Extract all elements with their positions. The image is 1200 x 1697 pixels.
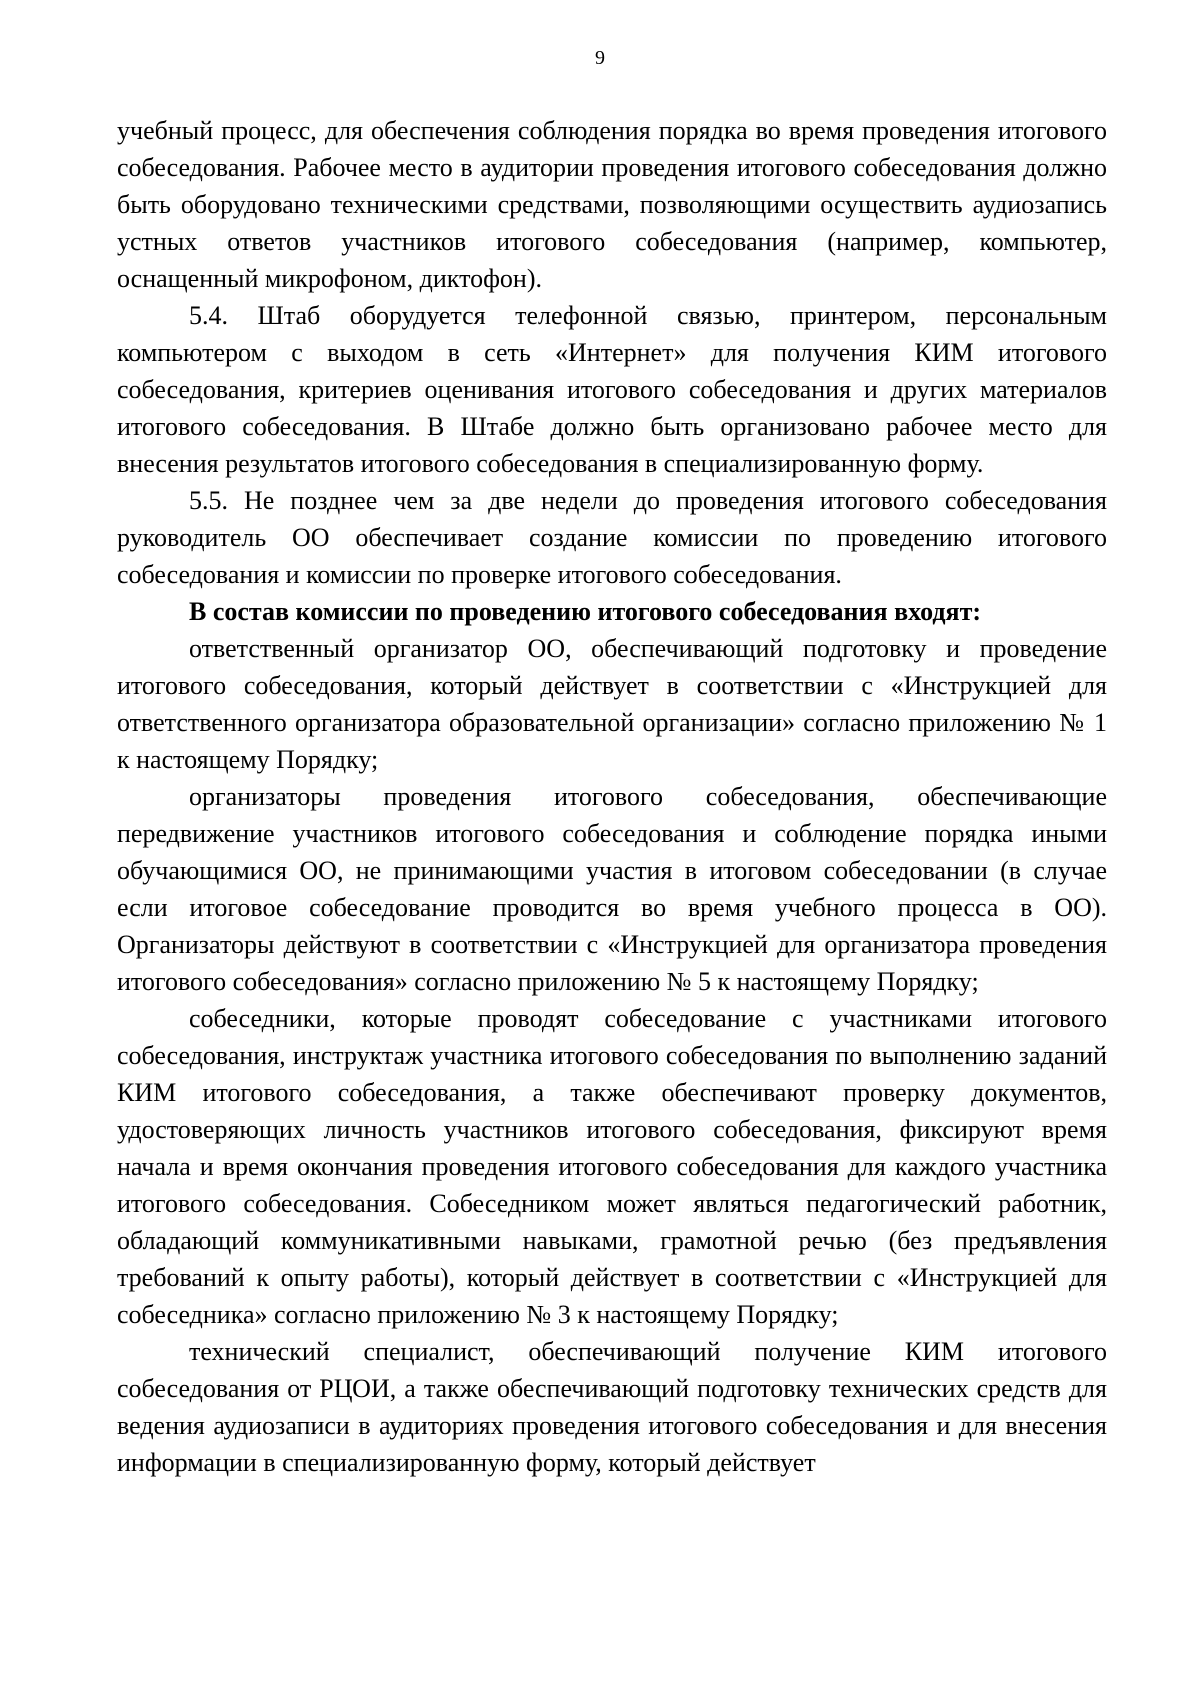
- document-body: [117, 112, 1107, 1481]
- paragraph-interviewers: собеседники, которые проводят собеседование с участниками итогового собеседования, инструктаж участника итогового собеседования по выполнению заданий КИМ итогового собеседования, а также обеспечивают проверку документов, удостоверяющих личность участников итогового собеседования, фиксируют время начала и время окончания проведения итогового собеседования для каждого участника итогового собеседования. Собеседником может являться педагогический работник, обладающий коммуникативными навыками, грамотной речью (без предъявления требований к опыту работы), который действует в соответствии с «Инструкцией для собеседника» согласно приложению № 3 к настоящему Порядку;: [117, 1004, 1107, 1329]
- paragraph-5-5: 5.5. Не позднее чем за две недели до проведения итогового собеседования руководитель ОО обеспечивает создание комиссии по проведению итогового собеседования и комиссии по проверке итогового собеседования.: [117, 486, 1107, 589]
- paragraph-continuation: учебный процесс, для обеспечения соблюдения порядка во время проведения итогового собеседования. Рабочее место в аудитории проведения итогового собеседования должно быть оборудовано техническими средствами, позволяющими осуществить аудиозапись устных ответов участников итогового собеседования (например, компьютер, оснащенный микрофоном, диктофон).: [117, 116, 1107, 293]
- paragraph-responsible-organizer: ответственный организатор ОО, обеспечивающий подготовку и проведение итогового собеседования, который действует в соответствии с «Инструкцией для ответственного организатора образовательной организации» согласно приложению № 1 к настоящему Порядку;: [117, 634, 1107, 774]
- paragraph-organizers: организаторы проведения итогового собеседования, обеспечивающие передвижение участников итогового собеседования и соблюдение порядка иными обучающимися ОО, не принимающими участия в итоговом собеседовании (в случае если итоговое собеседование проводится во время учебного процесса в ОО). Организаторы действуют в соответствии с «Инструкцией для организатора проведения итогового собеседования» согласно приложению № 5 к настоящему Порядку;: [117, 782, 1107, 996]
- paragraph-technical-specialist: технический специалист, обеспечивающий получение КИМ итогового собеседования от РЦОИ, а также обеспечивающий подготовку технических средств для ведения аудиозаписи в аудиториях проведения итогового собеседования и для внесения информации в специализированную форму, который действует: [117, 1337, 1107, 1477]
- commission-heading: В состав комиссии по проведению итогового собеседования входят:: [189, 597, 982, 626]
- page-number: 9: [595, 47, 605, 69]
- paragraph-5-4: 5.4. Штаб оборудуется телефонной связью, принтером, персональным компьютером с выходом в сеть «Интернет» для получения КИМ итогового собеседования, критериев оценивания итогового собеседования и других материалов итогового собеседования. В Штабе должно быть организовано рабочее место для внесения результатов итогового собеседования в специализированную форму.: [117, 301, 1107, 478]
